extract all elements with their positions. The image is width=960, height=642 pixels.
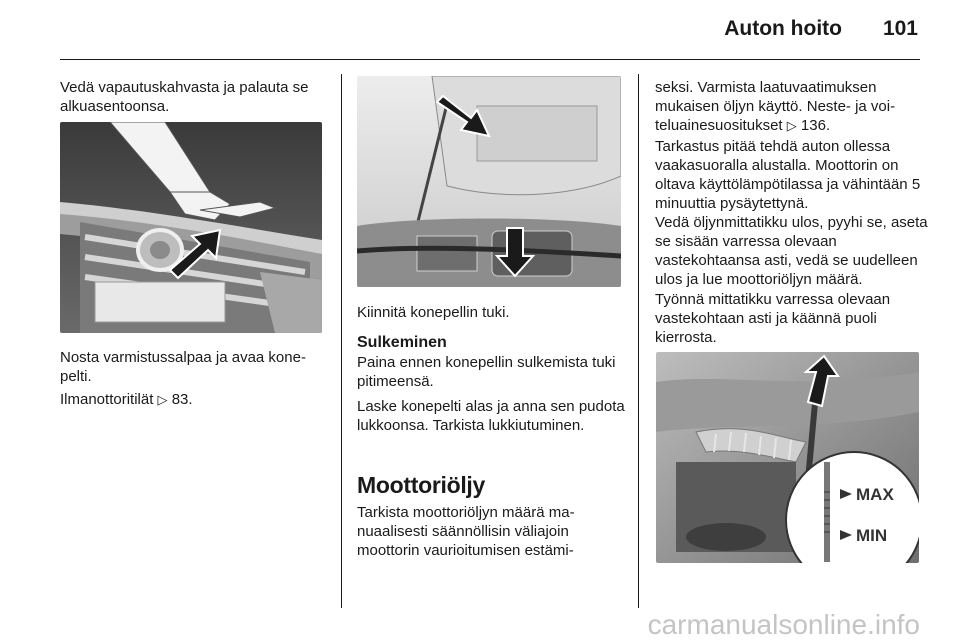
page-number: 101: [882, 17, 918, 40]
column-divider-left: [341, 74, 342, 608]
dipstick-max-label: MAX: [856, 485, 894, 504]
col1-paragraph-release-handle: Vedä vapautuskahvasta ja palauta se alkuasentoonsa.: [60, 79, 309, 115]
col3-paragraph-oil-quality: seksi. Varmista laatuvaatimuksen mukaisen öljyn käyttö. Neste- ja voiteluainesuositukset ▷ 136.: [655, 79, 896, 134]
figure-oil-dipstick: [656, 352, 919, 563]
dipstick-min-label: MIN: [856, 526, 888, 545]
arrow-reference-icon: ▷: [157, 392, 168, 407]
arrow-reference-icon: ▷: [786, 118, 797, 133]
col3-paragraph-level-ground: Tarkastus pitää tehdä auton ollessa vaakasuoralla alustalla. Moottorin on oltava käyttölämpötilassa ja vähintään 5 minuuttia pysäytettynä.: [655, 138, 921, 212]
section-heading-engine-oil: Moottoriöljy: [357, 472, 485, 498]
col2-paragraph-fix-support: Kiinnitä konepellin tuki.: [357, 304, 510, 321]
col3-paragraph-dipstick-read: Vedä öljynmittatikku ulos, pyyhi se, aseta se sisään varressa olevaan vastekohtaansa asti, vedä se uudelleen ulos ja lue moottoriöljyn määrä.: [655, 214, 928, 288]
col2-paragraph-press-support: Paina ennen konepellin sulkemista tuki pitimeensä.: [357, 354, 616, 390]
header-rule: [60, 59, 920, 60]
col1-paragraph-safety-catch: Nosta varmistussalpaa ja avaa konepelti.: [60, 349, 306, 385]
col3-paragraph-insert-dipstick: Työnnä mittatikku varressa olevaan vastekohtaan asti ja käännä puoli kierrosta.: [655, 291, 891, 346]
column-divider-right: [638, 74, 639, 608]
subheading-closing: Sulkeminen: [357, 334, 447, 351]
figure-grille-hood-release: [60, 122, 322, 333]
running-header-title: Auton hoito: [724, 17, 842, 40]
col2-paragraph-lower-hood: Laske konepelti alas ja anna sen pudota lukkoonsa. Tarkista lukkiutuminen.: [357, 398, 625, 434]
watermark: carmanualsonline.info: [647, 609, 920, 640]
col2-paragraph-check-oil: Tarkista moottoriöljyn määrä manuaalisesti säännöllisin väliajoin moottorin vaurioitumisen estämi-: [357, 504, 575, 559]
figure-hood-support-rod: [357, 76, 621, 287]
col1-paragraph-air-inlet: Ilmanottoritilät ▷ 83.: [60, 391, 193, 408]
